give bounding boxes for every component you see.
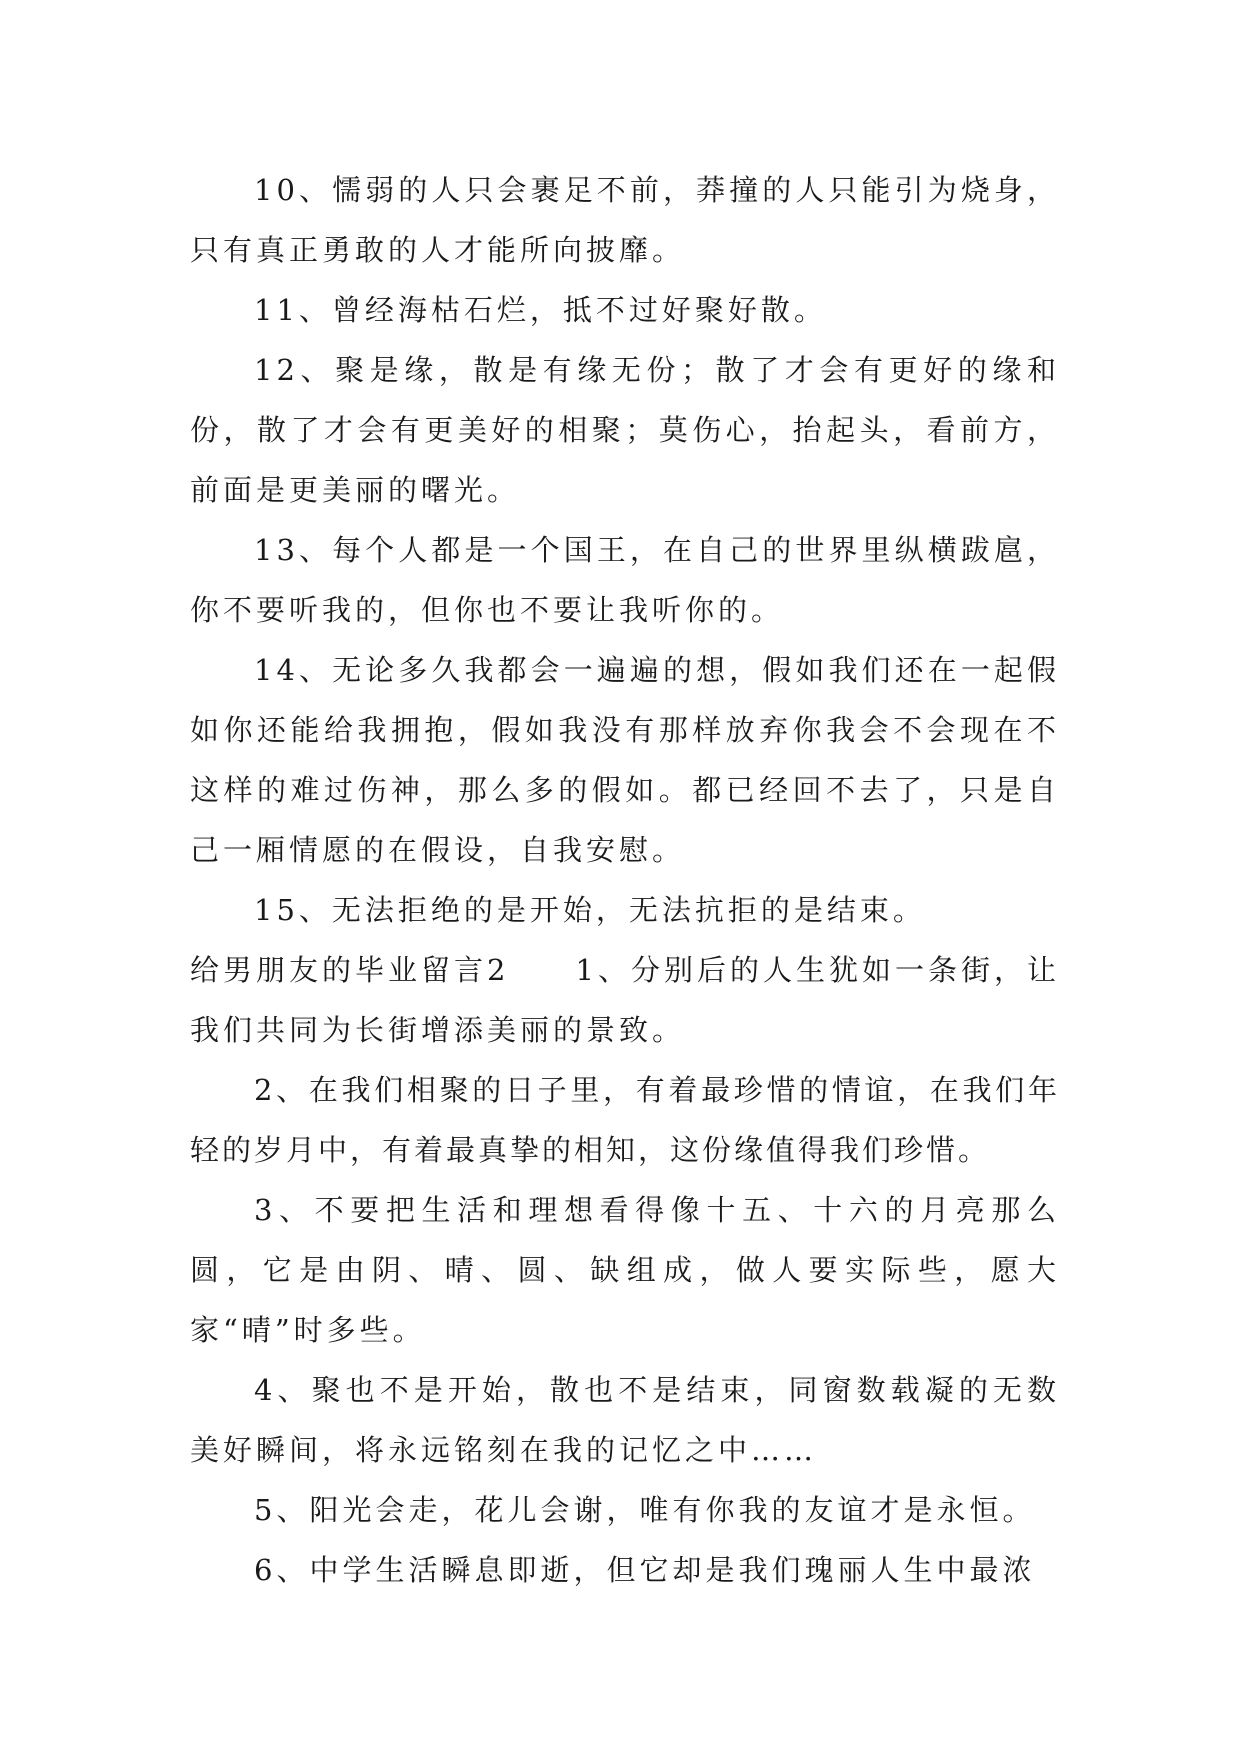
paragraph-12: 12、聚是缘，散是有缘无份；散了才会有更好的缘和份，散了才会有更美好的相聚；莫伤心，抬起头，看前方，前面是更美丽的曙光。 [190, 353, 1060, 507]
section-heading-paragraph: 给男朋友的毕业留言2 1、分别后的人生犹如一条街，让我们共同为长街增添美丽的景致。 [190, 953, 1060, 1047]
paragraph-4: 4、聚也不是开始，散也不是结束，同窗数载凝的无数美好瞬间，将永远铭刻在我的记忆之中…… [190, 1373, 1060, 1467]
paragraph-11: 11、曾经海枯石烂，抵不过好聚好散。 [254, 293, 827, 327]
document-body [190, 160, 1060, 1600]
paragraph-14: 14、无论多久我都会一遍遍的想，假如我们还在一起假如你还能给我拥抱，假如我没有那样放弃你我会不会现在不这样的难过伤神，那么多的假如。都已经回不去了，只是自己一厢情愿的在假设，自我安慰。 [190, 653, 1060, 867]
paragraph-10: 10、懦弱的人只会裹足不前，莽撞的人只能引为烧身，只有真正勇敢的人才能所向披靡。 [190, 173, 1060, 267]
paragraph-13: 13、每个人都是一个国王，在自己的世界里纵横跋扈，你不要听我的，但你也不要让我听你的。 [190, 533, 1060, 627]
paragraph-2: 2、在我们相聚的日子里，有着最珍惜的情谊，在我们年轻的岁月中，有着最真挚的相知，这份缘值得我们珍惜。 [190, 1073, 1060, 1167]
paragraph-15: 15、无法拒绝的是开始，无法抗拒的是结束。 [254, 893, 926, 927]
paragraph-5: 5、阳光会走，花儿会谢，唯有你我的友谊才是永恒。 [254, 1493, 1036, 1527]
paragraph-3: 3、不要把生活和理想看得像十五、十六的月亮那么圆，它是由阴、晴、圆、缺组成，做人要实际些，愿大家“晴”时多些。 [190, 1193, 1060, 1347]
paragraph-6: 6、中学生活瞬息即逝，但它却是我们瑰丽人生中最浓 [254, 1553, 1036, 1587]
